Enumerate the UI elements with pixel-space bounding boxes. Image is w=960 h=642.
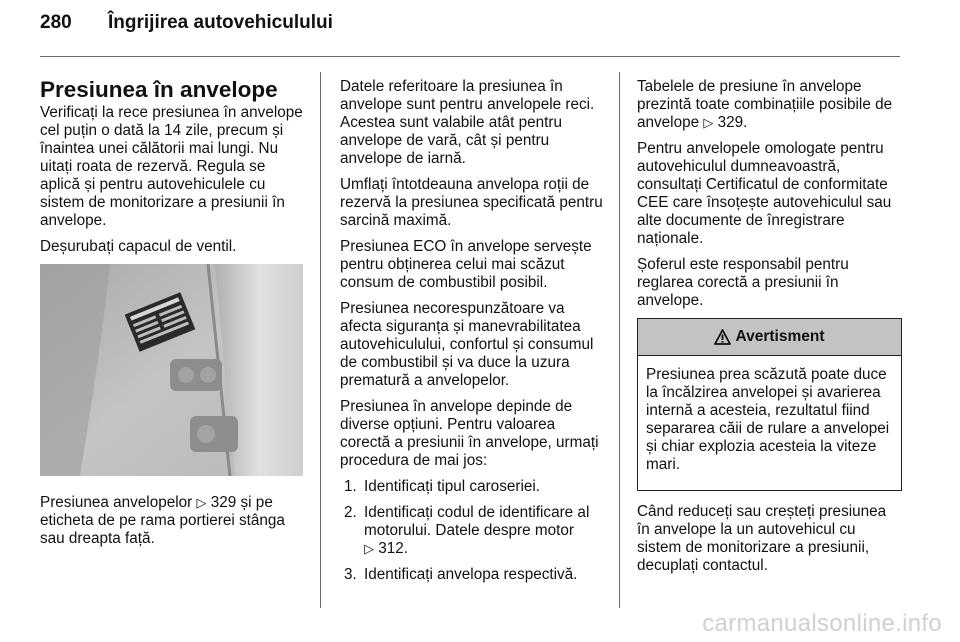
paragraph: Umflați întotdeauna anvelopa roții de rezervă la presiunea specificată pentru sarcină maximă. xyxy=(340,176,603,229)
paragraph: Când reduceți sau creșteți presiunea în anvelope la un autovehicul cu sistem de monitorizare a presiunii, decuplați contactul. xyxy=(637,503,887,574)
paragraph: Șoferul este responsabil pentru reglarea corectă a presiunii în anvelope. xyxy=(637,256,849,309)
paragraph: Presiunea în anvelope depinde de diverse opțiuni. Pentru valoarea corectă a presiunii în anvelope, urmați procedura de mai jos: xyxy=(340,398,599,469)
chapter-title: Îngrijirea autovehiculului xyxy=(108,12,333,33)
list-item: 3. Identificați anvelopa respectivă. xyxy=(344,566,578,583)
triangle-arrow-icon: ▷ xyxy=(196,495,207,510)
page-reference-link[interactable]: 312. xyxy=(378,540,409,557)
column-3 xyxy=(637,78,902,583)
page-reference-link[interactable]: 329 xyxy=(210,494,237,511)
procedure-steps xyxy=(340,478,606,584)
column-divider-1 xyxy=(320,72,321,608)
list-item: 2. Identificați codul de identificare al motorului. Datele despre motor ▷ 312. xyxy=(344,504,590,557)
triangle-arrow-icon: ▷ xyxy=(703,115,714,130)
warning-triangle-icon xyxy=(714,329,731,345)
paragraph: Pentru anvelopele omologate pentru autovehiculul dumneavoastră, consultați Certificatul de conformitate CEE care însoțește autovehiculul sau alte documente de înregistrare naționale. xyxy=(637,140,892,247)
triangle-arrow-icon: ▷ xyxy=(364,541,374,556)
header-rule xyxy=(40,56,900,57)
column-1 xyxy=(40,78,305,556)
paragraph: Verificați la rece presiunea în anvelope cel puțin o dată la 14 zile, precum și înaintea unei călătorii mai lungi. Nu uitați roata de rezervă. Regula se aplică și pentru autovehiculele cu sistem de monitorizare a presiunii în anvelope. xyxy=(40,104,303,229)
warning-title: Avertisment xyxy=(735,328,825,345)
list-item: 1. Identificați tipul caroseriei. xyxy=(344,478,540,495)
door-frame-photo xyxy=(40,264,303,476)
paragraph: Presiunea necorespunzătoare va afecta siguranța și manevrabilitatea autovehiculului, confortul și consumul de combustibil și va duce la uzura prematură a anvelopelor. xyxy=(340,300,594,389)
paragraph: Tabelele de presiune în anvelope prezintă toate combinațiile posibile de anvelope ▷ 329. xyxy=(637,78,893,131)
warning-box xyxy=(637,318,902,491)
paragraph: Datele referitoare la presiunea în anvelope sunt pentru anvelopele reci. Acestea sunt valabile atât pentru anvelope de vară, cât și pentru anvelope de iarnă. xyxy=(340,78,595,167)
paragraph: Deșurubați capacul de ventil. xyxy=(40,238,237,255)
warning-text: Presiunea prea scăzută poate duce la încălzirea anvelopei și avarierea internă a acesteia, rezultatul fiind separarea căii de rulare a anvelopei și chiar explozia acesteia la viteze mari. xyxy=(646,366,890,473)
section-title: Presiunea în anvelope xyxy=(40,77,278,102)
page-number: 280 xyxy=(40,12,72,33)
watermark-brand: carmanualsonline.info xyxy=(702,610,942,637)
photo-caption: Presiunea anvelopelor ▷ 329 și pe eticheta de pe rama portierei stânga sau dreapta față. xyxy=(40,494,285,547)
warning-header xyxy=(638,319,901,356)
column-divider-2 xyxy=(619,72,620,608)
column-2 xyxy=(340,78,606,592)
paragraph: Presiunea ECO în anvelope servește pentru obținerea celui mai scăzut consum de combustibil posibil. xyxy=(340,238,592,291)
page-reference-link[interactable]: 329. xyxy=(717,114,748,131)
